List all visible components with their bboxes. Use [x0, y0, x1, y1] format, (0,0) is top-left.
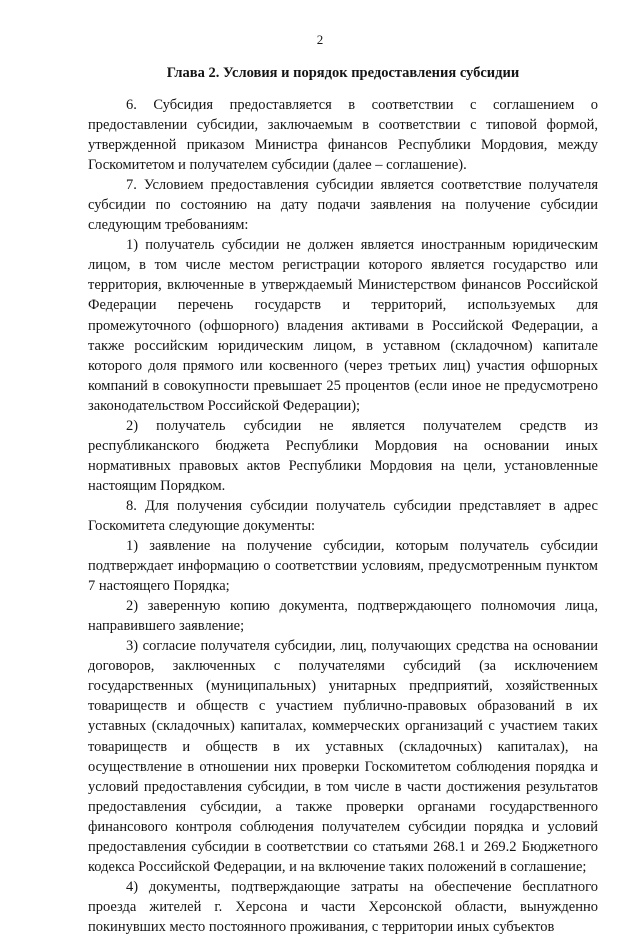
chapter-title: Глава 2. Условия и порядок предоставления субсидии — [166, 65, 520, 81]
paragraph-7-item-1: 1) получатель субсидии не должен является иностранным юридическим лицом, в том числе местом регистрации которого является государство или территория, включенные в утверждаемый Министерством финансов Российской Федерации перечень государств и территорий, используемых для промежуточного (офшорного) владения активами в Российской Федерации, а также российским юридическим лицом, в уставном (складочном) капитале которого доля прямого или косвенного (через третьих лиц) участия офшорных компаний в совокупности превышает 25 процентов (если иное не предусмотрено законодательством Российской Федерации); — [88, 237, 598, 414]
paragraph-8-item-1: 1) заявление на получение субсидии, которым получатель субсидии подтверждает информацию о соответствии условиям, предусмотренным пунктом 7 настоящего Порядка; — [88, 538, 598, 595]
paragraph-7-item-2: 2) получатель субсидии не является получателем средств из республиканского бюджета Республики Мордовия на основании иных нормативных правовых актов Республики Мордовия на цели, установленные настоящим Порядком. — [88, 417, 598, 494]
document-body — [88, 95, 598, 937]
paragraph-8-item-4: 4) документы, подтверждающие затраты на обеспечение бесплатного проезда жителей г. Херсона и части Херсонской области, вынужденно покинувших место постоянного проживания, с территории иных субъектов — [88, 878, 598, 935]
paragraph-6: 6. Субсидия предоставляется в соответствии с соглашением о предоставлении субсидии, заключаемым в соответствии с типовой формой, утвержденной приказом Министра финансов Республики Мордовия, между Госкомитетом и получателем субсидии (далее – соглашение). — [88, 97, 598, 174]
paragraph-7: 7. Условием предоставления субсидии является соответствие получателя субсидии по состоянию на дату подачи заявления на получение субсидии следующим требованиям: — [88, 177, 598, 234]
paragraph-8-item-3: 3) согласие получателя субсидии, лиц, получающих средства на основании договоров, заключенных с получателями субсидий (за исключением государственных (муниципальных) унитарных предприятий, хозяйственных товариществ и обществ с участием публично-правовых образований в их уставных (складочных) капиталах, коммерческих организаций с участием таких товариществ и обществ в их уставных (складочных) капиталах), на осуществление в отношении них проверки Госкомитетом соблюдения порядка и условий предоставления субсидии, в том числе в части достижения результатов предоставления субсидии, а также проверки органами государственного финансового контроля соблюдения получателем субсидии порядка и условий предоставления субсидии в соответствии со статьями 268.1 и 269.2 Бюджетного кодекса Российской Федерации, и на включение таких положений в соглашение; — [88, 638, 598, 875]
page-number: 2 — [316, 32, 324, 47]
paragraph-8: 8. Для получения субсидии получатель субсидии представляет в адрес Госкомитета следующие документы: — [88, 497, 598, 534]
paragraph-8-item-2: 2) заверенную копию документа, подтверждающего полномочия лица, направившего заявление; — [88, 598, 598, 635]
